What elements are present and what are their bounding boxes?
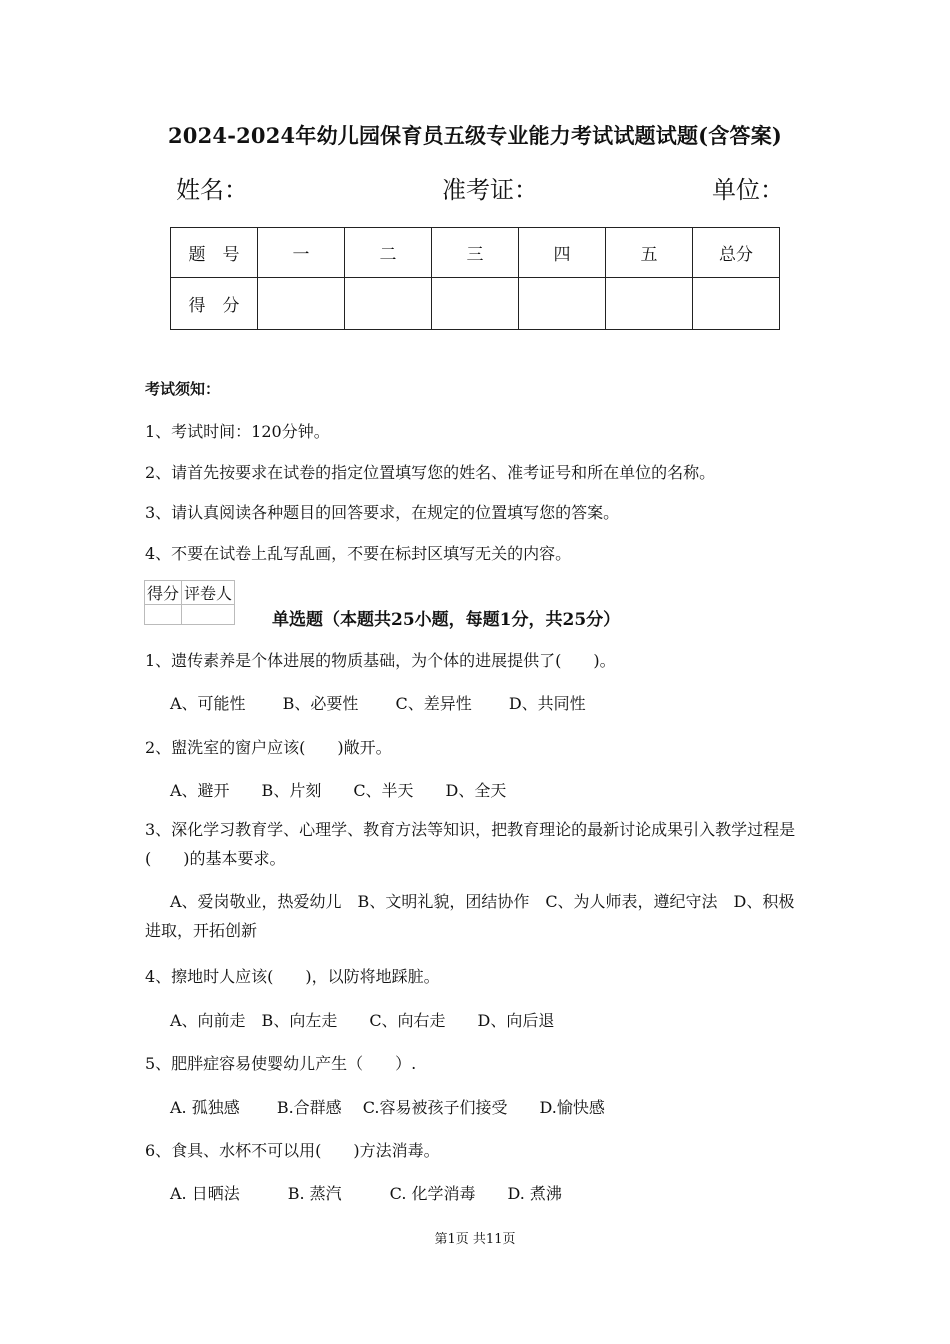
notice-item: 1、考试时间：120分钟。 xyxy=(145,422,330,441)
score-table-cell: 三 xyxy=(432,228,519,278)
exam-id-field-label: 准考证： xyxy=(442,176,538,204)
question-options: A、可能性 B、必要性 C、差异性 D、共同性 xyxy=(170,694,586,713)
question: 2、盥洗室的窗户应该( )敞开。 xyxy=(145,738,392,757)
score-entry-cell[interactable] xyxy=(432,278,519,330)
score-table xyxy=(170,227,780,330)
question-options: A. 孤独感 B.合群感 C.容易被孩子们接受 D.愉快感 xyxy=(170,1098,605,1117)
score-table-cell: 总分 xyxy=(693,228,780,278)
question-options: A. 日晒法 B. 蒸汽 C. 化学消毒 D. 煮沸 xyxy=(170,1184,562,1203)
score-entry-cell[interactable] xyxy=(606,278,693,330)
score-table-cell: 五 xyxy=(606,228,693,278)
grader-score-label: 得分 xyxy=(145,581,182,605)
question-options: A、避开 B、片刻 C、半天 D、全天 xyxy=(170,781,507,800)
question: 5、肥胖症容易使婴幼儿产生（ ）. xyxy=(145,1054,417,1073)
score-table-cell: 四 xyxy=(519,228,606,278)
grader-reviewer-cell[interactable] xyxy=(182,605,235,625)
score-table-score-row xyxy=(171,278,780,330)
name-field-label: 姓名： xyxy=(176,176,248,204)
question: 4、擦地时人应该( )，以防将地踩脏。 xyxy=(145,967,440,986)
score-entry-cell[interactable] xyxy=(693,278,780,330)
question-options: A、向前走 B、向左走 C、向右走 D、向后退 xyxy=(170,1011,555,1030)
score-table-cell: 二 xyxy=(345,228,432,278)
score-table-cell: 得 分 xyxy=(171,278,258,330)
notice-item: 4、不要在试卷上乱写乱画，不要在标封区填写无关的内容。 xyxy=(145,544,572,563)
grader-box xyxy=(144,580,235,625)
score-table-cell: 题 号 xyxy=(171,228,258,278)
section-title: 单选题（本题共25小题，每题1分，共25分） xyxy=(272,610,621,630)
grader-reviewer-label: 评卷人 xyxy=(182,581,235,605)
question: 6、食具、水杯不可以用( )方法消毒。 xyxy=(145,1141,440,1160)
document-title: 2024-2024年幼儿园保育员五级专业能力考试试题试题(含答案) xyxy=(167,123,783,148)
notice-item: 3、请认真阅读各种题目的回答要求，在规定的位置填写您的答案。 xyxy=(145,503,620,522)
score-entry-cell[interactable] xyxy=(258,278,345,330)
notice-item: 2、请首先按要求在试卷的指定位置填写您的姓名、准考证号和所在单位的名称。 xyxy=(145,463,716,482)
unit-field-label: 单位： xyxy=(712,176,784,204)
score-entry-cell[interactable] xyxy=(519,278,606,330)
page-footer: 第1页 共11页 xyxy=(434,1232,516,1247)
question: 3、深化学习教育学、心理学、教育方法等知识，把教育理论的最新讨论成果引入教学过程是( )的基本要求。 xyxy=(145,820,796,868)
question: 1、遗传素养是个体进展的物质基础，为个体的进展提供了( )。 xyxy=(145,651,616,670)
grader-score-cell[interactable] xyxy=(145,605,182,625)
score-table-cell: 一 xyxy=(258,228,345,278)
score-entry-cell[interactable] xyxy=(345,278,432,330)
question-options: A、爱岗敬业，热爱幼儿 B、文明礼貌，团结协作 C、为人师表，遵纪守法 D、积极进取，开拓创新 xyxy=(145,892,795,940)
score-table-header-row xyxy=(171,228,780,278)
notice-heading: 考试须知： xyxy=(145,380,221,398)
